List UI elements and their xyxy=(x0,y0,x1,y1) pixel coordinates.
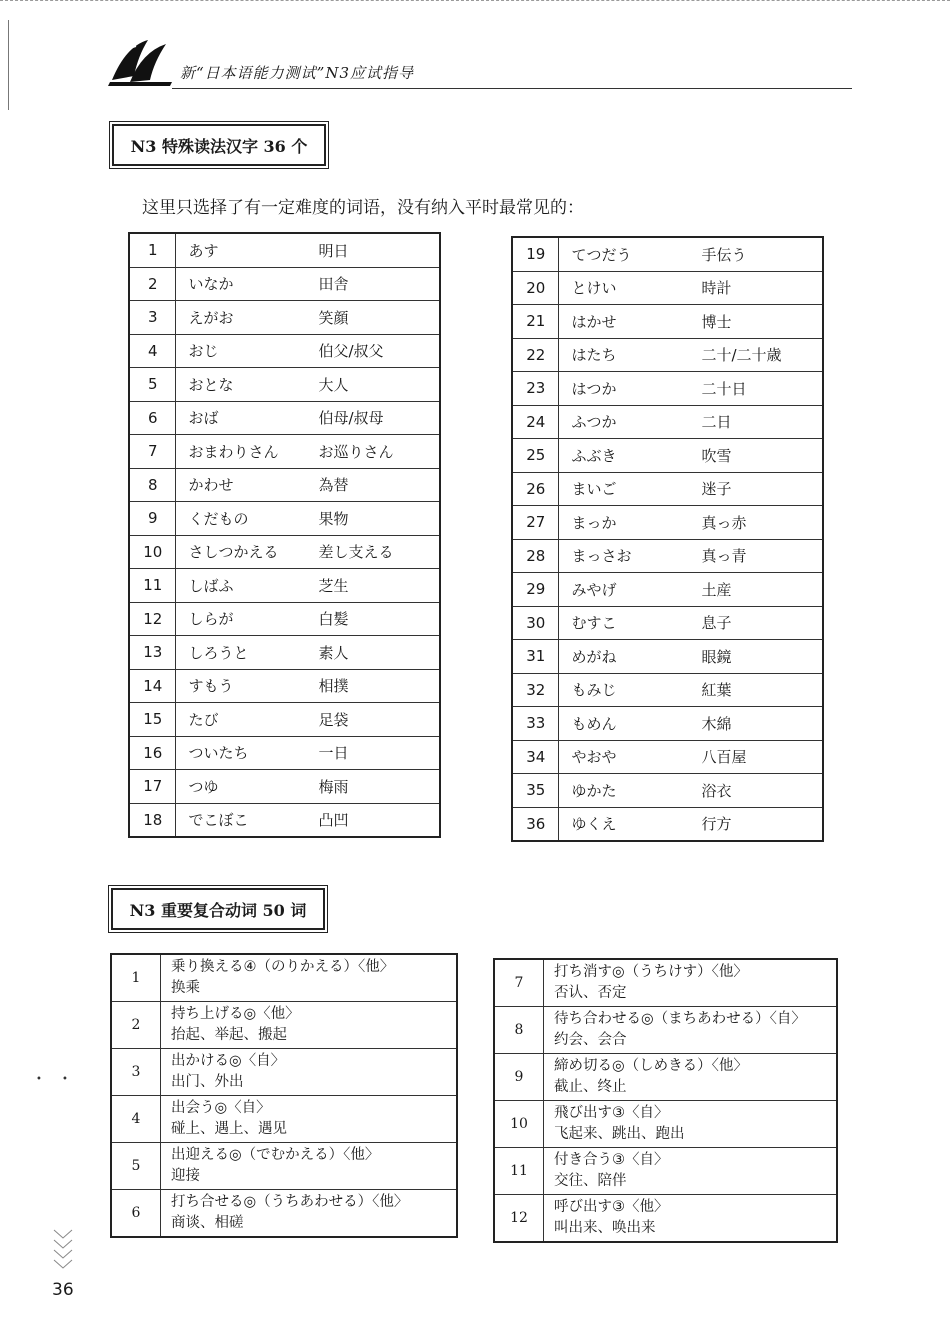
verb-chinese: 飞起来、跳出、跑出 xyxy=(554,1126,685,1142)
kanji-word: 伯母/叔母 xyxy=(318,409,384,428)
scan-border-top xyxy=(0,0,950,9)
verb-japanese: 付き合う③〈自〉 xyxy=(554,1152,669,1168)
kanji-word: 伯父/叔父 xyxy=(318,342,384,361)
chevron-down-icon xyxy=(52,1228,74,1274)
row-number: 9 xyxy=(494,1054,544,1101)
row-number: 2 xyxy=(111,1002,161,1049)
verb-entry xyxy=(161,1143,458,1190)
table-row xyxy=(129,401,440,435)
reading-pair xyxy=(176,368,440,402)
row-number: 7 xyxy=(129,435,176,469)
verb-japanese: 呼び出す③〈他〉 xyxy=(554,1199,669,1215)
table-row xyxy=(512,372,823,406)
kanji-word: 白髪 xyxy=(318,610,349,629)
reading-pair xyxy=(176,267,440,301)
row-number: 13 xyxy=(129,636,176,670)
reading-pair xyxy=(559,405,823,439)
row-number: 26 xyxy=(512,472,559,506)
kanji-word: 笑顔 xyxy=(318,308,349,327)
table-row xyxy=(129,602,440,636)
table-row xyxy=(512,640,823,674)
row-number: 14 xyxy=(129,669,176,703)
row-number: 6 xyxy=(129,401,176,435)
table-row xyxy=(512,405,823,439)
readings-table-right xyxy=(511,236,824,842)
kana-reading: さしつかえる xyxy=(188,543,279,562)
verb-japanese: 出かける◎〈自〉 xyxy=(171,1053,286,1069)
table-row xyxy=(512,338,823,372)
reading-pair xyxy=(176,770,440,804)
page-number: 36 xyxy=(52,1280,74,1300)
scan-speck: • xyxy=(62,1074,68,1085)
verb-entry xyxy=(544,1148,838,1195)
kana-reading: いなか xyxy=(188,275,234,294)
kana-reading: おとな xyxy=(188,375,234,394)
kanji-word: 大人 xyxy=(318,375,349,394)
table-row xyxy=(512,472,823,506)
table-row xyxy=(494,1007,837,1054)
verb-chinese: 交往、陪伴 xyxy=(554,1173,627,1189)
reading-pair xyxy=(559,707,823,741)
table-row xyxy=(512,673,823,707)
reading-pair xyxy=(559,673,823,707)
kanji-word: 手伝う xyxy=(701,245,747,264)
table-row xyxy=(129,334,440,368)
row-number: 32 xyxy=(512,673,559,707)
reading-pair xyxy=(559,271,823,305)
table-row xyxy=(111,1096,457,1143)
table-row xyxy=(512,271,823,305)
kana-reading: はたち xyxy=(571,346,617,365)
kana-reading: おば xyxy=(188,409,219,428)
verb-chinese: 碰上、遇上、遇见 xyxy=(171,1121,287,1137)
kana-reading: ついたち xyxy=(188,744,249,763)
row-number: 3 xyxy=(111,1049,161,1096)
verb-entry xyxy=(161,954,458,1002)
table-row xyxy=(512,740,823,774)
verb-japanese: 打ち合せる◎（うちあわせる）〈他〉 xyxy=(171,1194,409,1210)
table-row xyxy=(129,803,440,837)
kanji-word: 博士 xyxy=(701,312,732,331)
reading-pair xyxy=(559,573,823,607)
table-row xyxy=(129,301,440,335)
verb-japanese: 持ち上げる◎〈他〉 xyxy=(171,1006,300,1022)
reading-pair xyxy=(176,435,440,469)
row-number: 11 xyxy=(129,569,176,603)
table-row xyxy=(512,606,823,640)
row-number: 11 xyxy=(494,1148,544,1195)
reading-pair xyxy=(559,372,823,406)
row-number: 35 xyxy=(512,774,559,808)
kanji-word: 二十日 xyxy=(701,379,747,398)
kana-reading: あす xyxy=(188,241,219,260)
kanji-word: 芝生 xyxy=(318,576,349,595)
table-row xyxy=(111,954,457,1002)
verb-entry xyxy=(161,1049,458,1096)
row-number: 6 xyxy=(111,1190,161,1238)
row-number: 3 xyxy=(129,301,176,335)
table-row xyxy=(129,233,440,267)
row-number: 21 xyxy=(512,305,559,339)
verb-chinese: 截止、终止 xyxy=(554,1079,627,1095)
row-number: 18 xyxy=(129,803,176,837)
section-title-readings: N3 特殊读法汉字 36 个 xyxy=(112,124,326,166)
kanji-word: 息子 xyxy=(701,614,732,633)
kanji-word: 差し支える xyxy=(318,543,394,562)
verb-chinese: 抬起、举起、搬起 xyxy=(171,1027,287,1043)
verb-chinese: 换乘 xyxy=(171,980,200,996)
verb-japanese: 出迎える◎（でむかえる）〈他〉 xyxy=(171,1147,380,1163)
verb-entry xyxy=(161,1190,458,1238)
kanji-word: 果物 xyxy=(318,509,349,528)
reading-pair xyxy=(559,774,823,808)
verb-entry xyxy=(544,1007,838,1054)
row-number: 29 xyxy=(512,573,559,607)
row-number: 36 xyxy=(512,807,559,841)
kana-reading: てつだう xyxy=(571,245,632,264)
kanji-word: 木綿 xyxy=(701,714,732,733)
kana-reading: ふぶき xyxy=(571,446,617,465)
row-number: 5 xyxy=(129,368,176,402)
row-number: 27 xyxy=(512,506,559,540)
table-row xyxy=(512,573,823,607)
verb-japanese: 待ち合わせる◎（まちあわせる）〈自〉 xyxy=(554,1011,806,1027)
kanji-word: 足袋 xyxy=(318,710,349,729)
reading-pair xyxy=(176,502,440,536)
kana-reading: まっか xyxy=(571,513,617,532)
verb-japanese: 出会う◎〈自〉 xyxy=(171,1100,271,1116)
kanji-word: 梅雨 xyxy=(318,777,349,796)
reading-pair xyxy=(176,334,440,368)
reading-pair xyxy=(559,439,823,473)
kana-reading: しろうと xyxy=(188,643,249,662)
kana-reading: めがね xyxy=(571,647,617,666)
readings-table-left xyxy=(128,232,441,838)
table-row xyxy=(494,1101,837,1148)
reading-pair xyxy=(176,736,440,770)
kana-reading: はかせ xyxy=(571,312,617,331)
verbs-table-right xyxy=(493,958,838,1243)
running-header xyxy=(108,36,848,92)
verb-japanese: 乗り換える④（のりかえる）〈他〉 xyxy=(171,959,395,975)
kana-reading: ゆかた xyxy=(571,781,617,800)
kana-reading: まいご xyxy=(571,480,617,499)
table-row xyxy=(129,736,440,770)
reading-pair xyxy=(559,539,823,573)
table-row xyxy=(512,707,823,741)
scan-edge-mark xyxy=(8,20,9,110)
kanji-word: 為替 xyxy=(318,476,349,495)
reading-pair xyxy=(559,338,823,372)
kanji-word: 二日 xyxy=(701,413,732,432)
reading-pair xyxy=(176,468,440,502)
row-number: 8 xyxy=(494,1007,544,1054)
table-row xyxy=(129,703,440,737)
table-row xyxy=(512,439,823,473)
kana-reading: たび xyxy=(188,710,219,729)
table-row xyxy=(129,468,440,502)
table-row xyxy=(512,807,823,841)
kanji-word: 素人 xyxy=(318,643,349,662)
verb-chinese: 否认、否定 xyxy=(554,985,627,1001)
table-row xyxy=(512,506,823,540)
verb-chinese: 商谈、相磋 xyxy=(171,1215,244,1231)
reading-pair xyxy=(176,233,440,267)
kanji-word: 真っ赤 xyxy=(701,513,747,532)
table-row xyxy=(129,368,440,402)
table-row xyxy=(129,502,440,536)
kana-reading: とけい xyxy=(571,279,617,298)
table-row xyxy=(129,770,440,804)
kanji-word: 吹雪 xyxy=(701,446,732,465)
kanji-word: 浴衣 xyxy=(701,781,732,800)
kana-reading: えがお xyxy=(188,308,234,327)
kanji-word: 紅葉 xyxy=(701,681,732,700)
kanji-word: 凸凹 xyxy=(318,811,349,830)
verbs-table-left xyxy=(110,953,458,1238)
table-row xyxy=(111,1190,457,1238)
book-logo-icon xyxy=(108,36,174,86)
reading-pair xyxy=(559,305,823,339)
row-number: 4 xyxy=(111,1096,161,1143)
row-number: 34 xyxy=(512,740,559,774)
kana-reading: すもう xyxy=(188,677,234,696)
kana-reading: もみじ xyxy=(571,681,617,700)
row-number: 25 xyxy=(512,439,559,473)
row-number: 12 xyxy=(129,602,176,636)
row-number: 10 xyxy=(129,535,176,569)
reading-pair xyxy=(559,506,823,540)
verb-japanese: 飛び出す③〈自〉 xyxy=(554,1105,669,1121)
reading-pair xyxy=(559,807,823,841)
reading-pair xyxy=(176,669,440,703)
row-number: 1 xyxy=(129,233,176,267)
table-row xyxy=(494,1148,837,1195)
row-number: 31 xyxy=(512,640,559,674)
reading-pair xyxy=(559,740,823,774)
table-row xyxy=(512,539,823,573)
reading-pair xyxy=(176,401,440,435)
table-row xyxy=(512,305,823,339)
kanji-word: 真っ青 xyxy=(701,547,747,566)
header-rule xyxy=(172,88,852,89)
table-row xyxy=(111,1049,457,1096)
row-number: 24 xyxy=(512,405,559,439)
table-row xyxy=(494,959,837,1007)
reading-pair xyxy=(559,606,823,640)
verb-entry xyxy=(161,1096,458,1143)
kanji-word: 眼鏡 xyxy=(701,647,732,666)
row-number: 22 xyxy=(512,338,559,372)
verb-japanese: 打ち消す◎（うちけす）〈他〉 xyxy=(554,964,748,980)
verb-chinese: 出门、外出 xyxy=(171,1074,244,1090)
row-number: 9 xyxy=(129,502,176,536)
kanji-word: 一日 xyxy=(318,744,349,763)
reading-pair xyxy=(559,472,823,506)
reading-pair xyxy=(176,535,440,569)
table-row xyxy=(129,435,440,469)
kanji-word: 相撲 xyxy=(318,677,349,696)
row-number: 1 xyxy=(111,954,161,1002)
row-number: 8 xyxy=(129,468,176,502)
verb-entry xyxy=(544,959,838,1007)
kana-reading: しらが xyxy=(188,610,234,629)
reading-pair xyxy=(176,301,440,335)
intro-text: 这里只选择了有一定难度的词语，没有纳入平时最常见的： xyxy=(142,198,584,218)
reading-pair xyxy=(176,602,440,636)
reading-pair xyxy=(176,803,440,837)
verb-chinese: 叫出来、唤出来 xyxy=(554,1220,656,1236)
row-number: 15 xyxy=(129,703,176,737)
kana-reading: くだもの xyxy=(188,509,249,528)
table-row xyxy=(512,774,823,808)
kanji-word: 八百屋 xyxy=(701,748,747,767)
table-row xyxy=(129,267,440,301)
row-number: 12 xyxy=(494,1195,544,1243)
table-row xyxy=(129,669,440,703)
kana-reading: ふつか xyxy=(571,413,617,432)
verb-entry xyxy=(544,1101,838,1148)
row-number: 10 xyxy=(494,1101,544,1148)
table-row xyxy=(111,1002,457,1049)
kana-reading: やおや xyxy=(571,748,617,767)
table-row xyxy=(129,636,440,670)
kana-reading: まっさお xyxy=(571,547,632,566)
verb-chinese: 迎接 xyxy=(171,1168,200,1184)
kana-reading: おまわりさん xyxy=(188,442,279,461)
kana-reading: みやげ xyxy=(571,580,617,599)
kana-reading: かわせ xyxy=(188,476,234,495)
kanji-word: 土産 xyxy=(701,580,732,599)
reading-pair xyxy=(176,569,440,603)
kana-reading: ゆくえ xyxy=(571,815,617,834)
reading-pair xyxy=(176,636,440,670)
kana-reading: むすこ xyxy=(571,614,617,633)
verb-entry xyxy=(161,1002,458,1049)
kanji-word: 田舎 xyxy=(318,275,349,294)
kanji-word: 行方 xyxy=(701,815,732,834)
kana-reading: はつか xyxy=(571,379,617,398)
header-title: 新“日本语能力测试”N3应试指导 xyxy=(180,64,415,82)
row-number: 17 xyxy=(129,770,176,804)
row-number: 4 xyxy=(129,334,176,368)
kanji-word: 明日 xyxy=(318,241,349,260)
row-number: 19 xyxy=(512,237,559,271)
row-number: 5 xyxy=(111,1143,161,1190)
row-number: 28 xyxy=(512,539,559,573)
kana-reading: もめん xyxy=(571,714,617,733)
row-number: 16 xyxy=(129,736,176,770)
kana-reading: おじ xyxy=(188,342,219,361)
reading-pair xyxy=(559,640,823,674)
verb-chinese: 约会、会合 xyxy=(554,1032,627,1048)
row-number: 23 xyxy=(512,372,559,406)
verb-entry xyxy=(544,1054,838,1101)
table-row xyxy=(494,1195,837,1243)
reading-pair xyxy=(559,237,823,271)
kanji-word: お巡りさん xyxy=(318,442,394,461)
section-title-verbs: N3 重要复合动词 50 词 xyxy=(111,888,325,930)
row-number: 33 xyxy=(512,707,559,741)
row-number: 7 xyxy=(494,959,544,1007)
kana-reading: でこぼこ xyxy=(188,811,249,830)
row-number: 30 xyxy=(512,606,559,640)
kana-reading: しばふ xyxy=(188,576,234,595)
table-row xyxy=(129,535,440,569)
verb-entry xyxy=(544,1195,838,1243)
reading-pair xyxy=(176,703,440,737)
table-row xyxy=(129,569,440,603)
kanji-word: 時計 xyxy=(701,279,732,298)
table-row xyxy=(494,1054,837,1101)
kanji-word: 迷子 xyxy=(701,480,732,499)
scan-speck: • xyxy=(36,1074,42,1085)
kanji-word: 二十/二十歳 xyxy=(701,346,782,365)
row-number: 2 xyxy=(129,267,176,301)
row-number: 20 xyxy=(512,271,559,305)
verb-japanese: 締め切る◎（しめきる）〈他〉 xyxy=(554,1058,748,1074)
table-row xyxy=(111,1143,457,1190)
kana-reading: つゆ xyxy=(188,777,219,796)
table-row xyxy=(512,237,823,271)
